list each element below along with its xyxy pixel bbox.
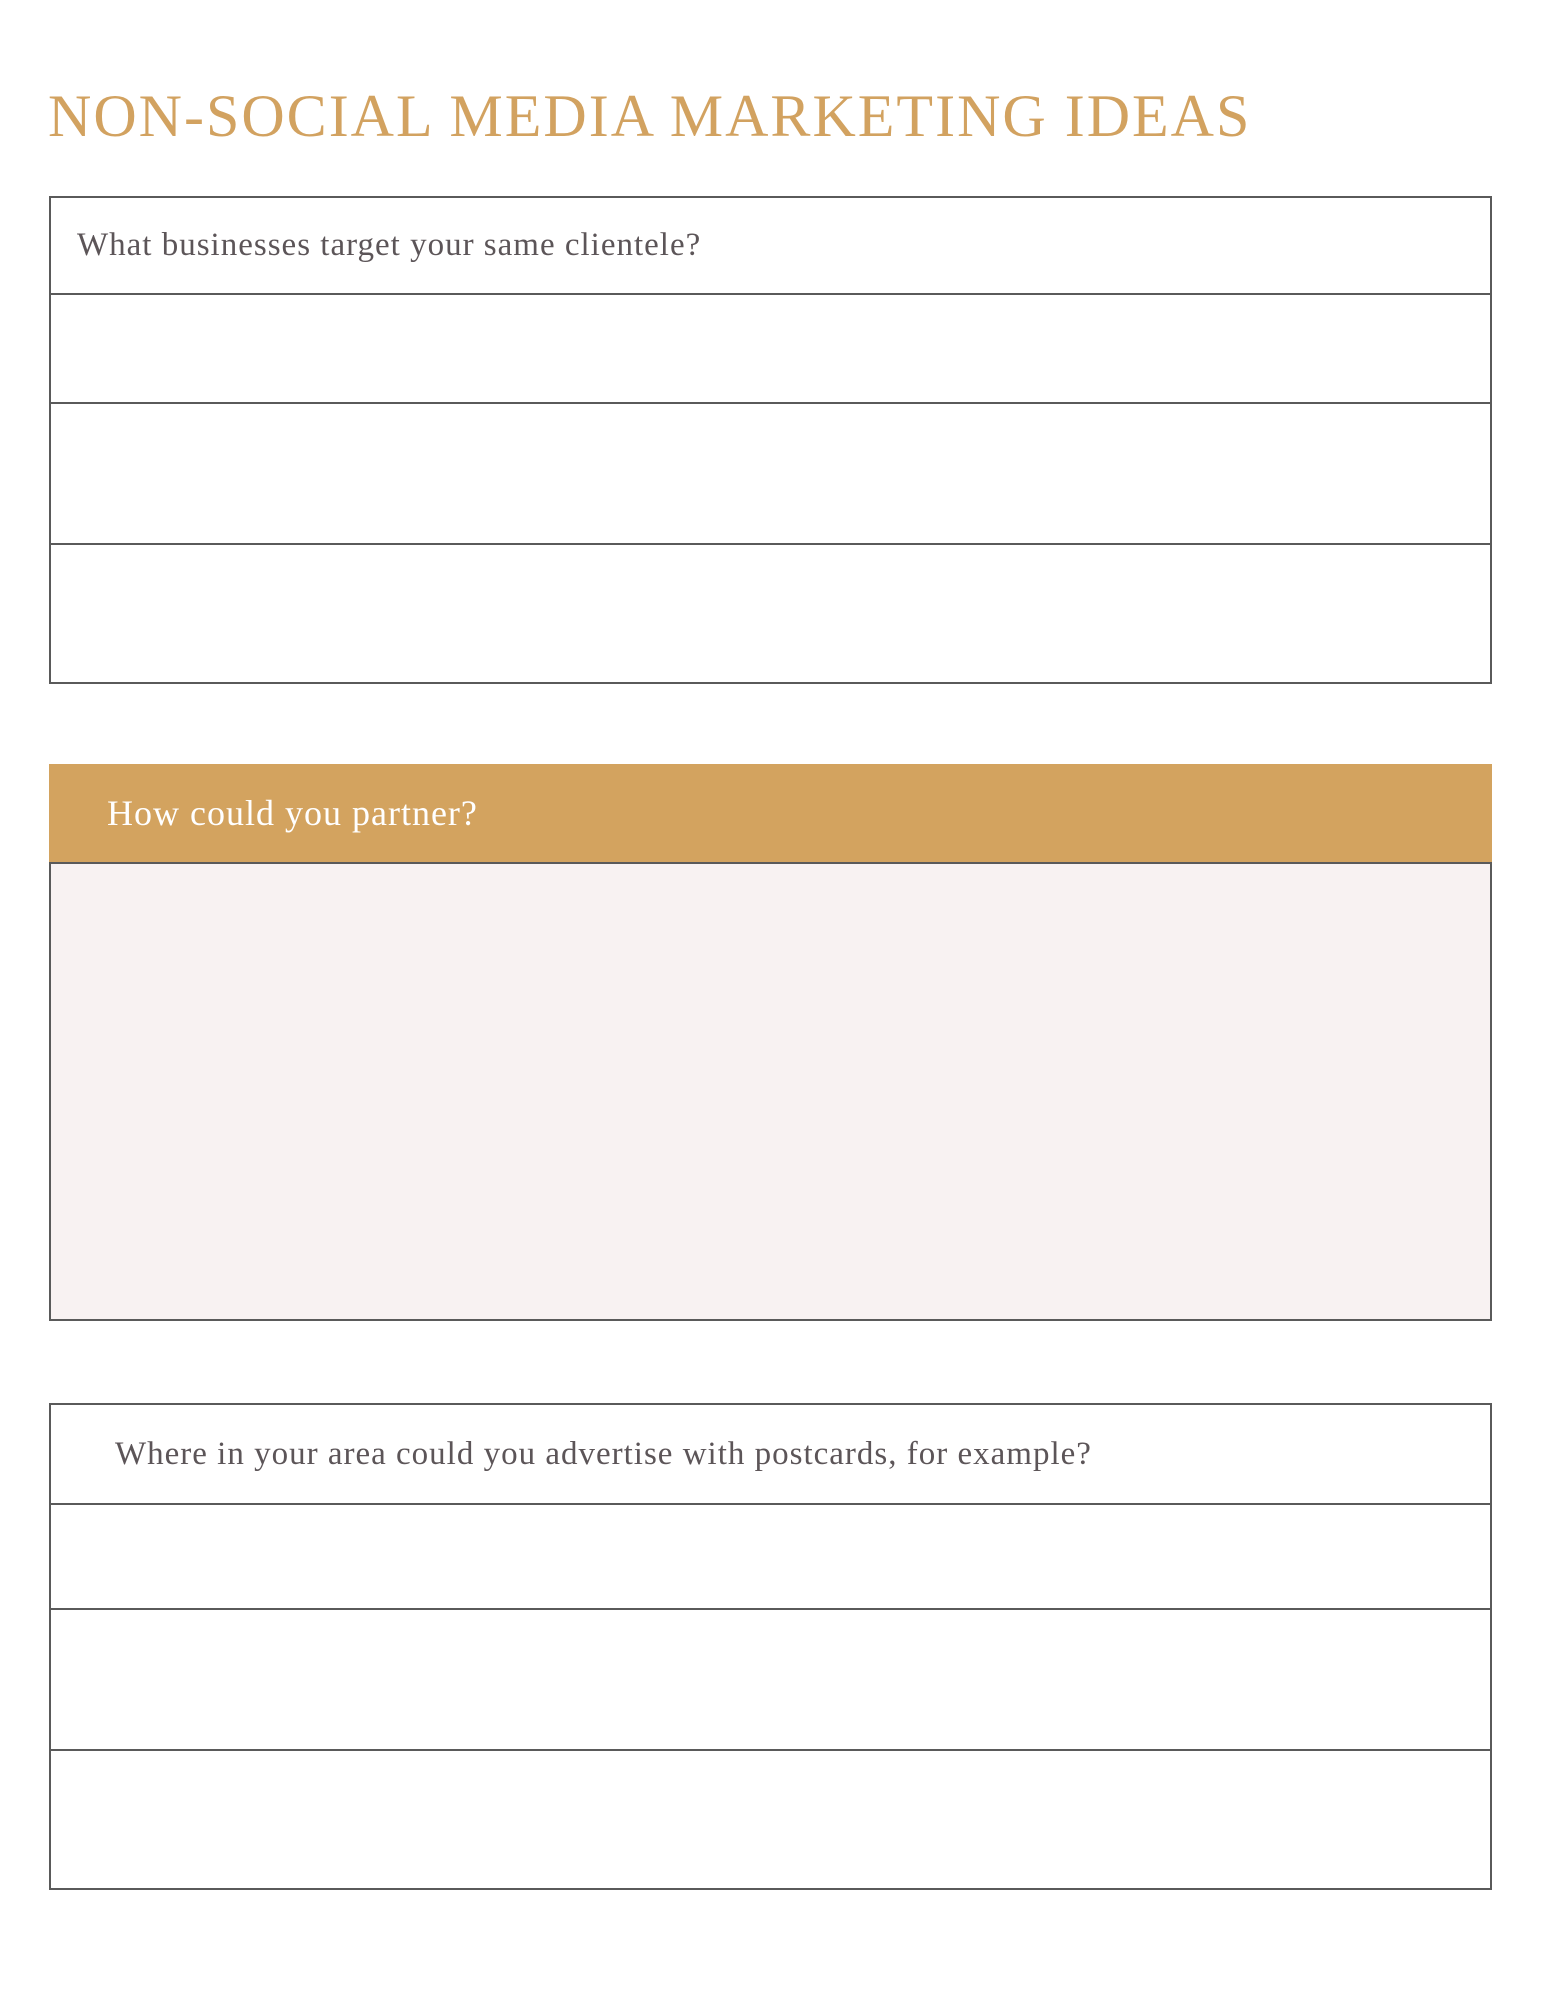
answer-line[interactable] (51, 1610, 1490, 1751)
question-row (51, 198, 1490, 295)
question-label: Where in your area could you advertise with postcards, for example? (115, 1435, 1092, 1472)
answer-line[interactable] (51, 1751, 1490, 1888)
answer-line[interactable] (51, 295, 1490, 404)
question-label: What businesses target your same clientele? (77, 227, 702, 263)
page-title: NON-SOCIAL MEDIA MARKETING IDEAS (48, 83, 1252, 149)
postcards-section (49, 1403, 1492, 1890)
partner-section (49, 764, 1492, 1321)
answer-line[interactable] (51, 1505, 1490, 1610)
answer-line[interactable] (51, 545, 1490, 682)
question-header (49, 764, 1492, 864)
answer-line[interactable] (51, 404, 1490, 545)
question-row (51, 1405, 1490, 1505)
question-label: How could you partner? (107, 793, 478, 833)
clientele-section (49, 196, 1492, 684)
